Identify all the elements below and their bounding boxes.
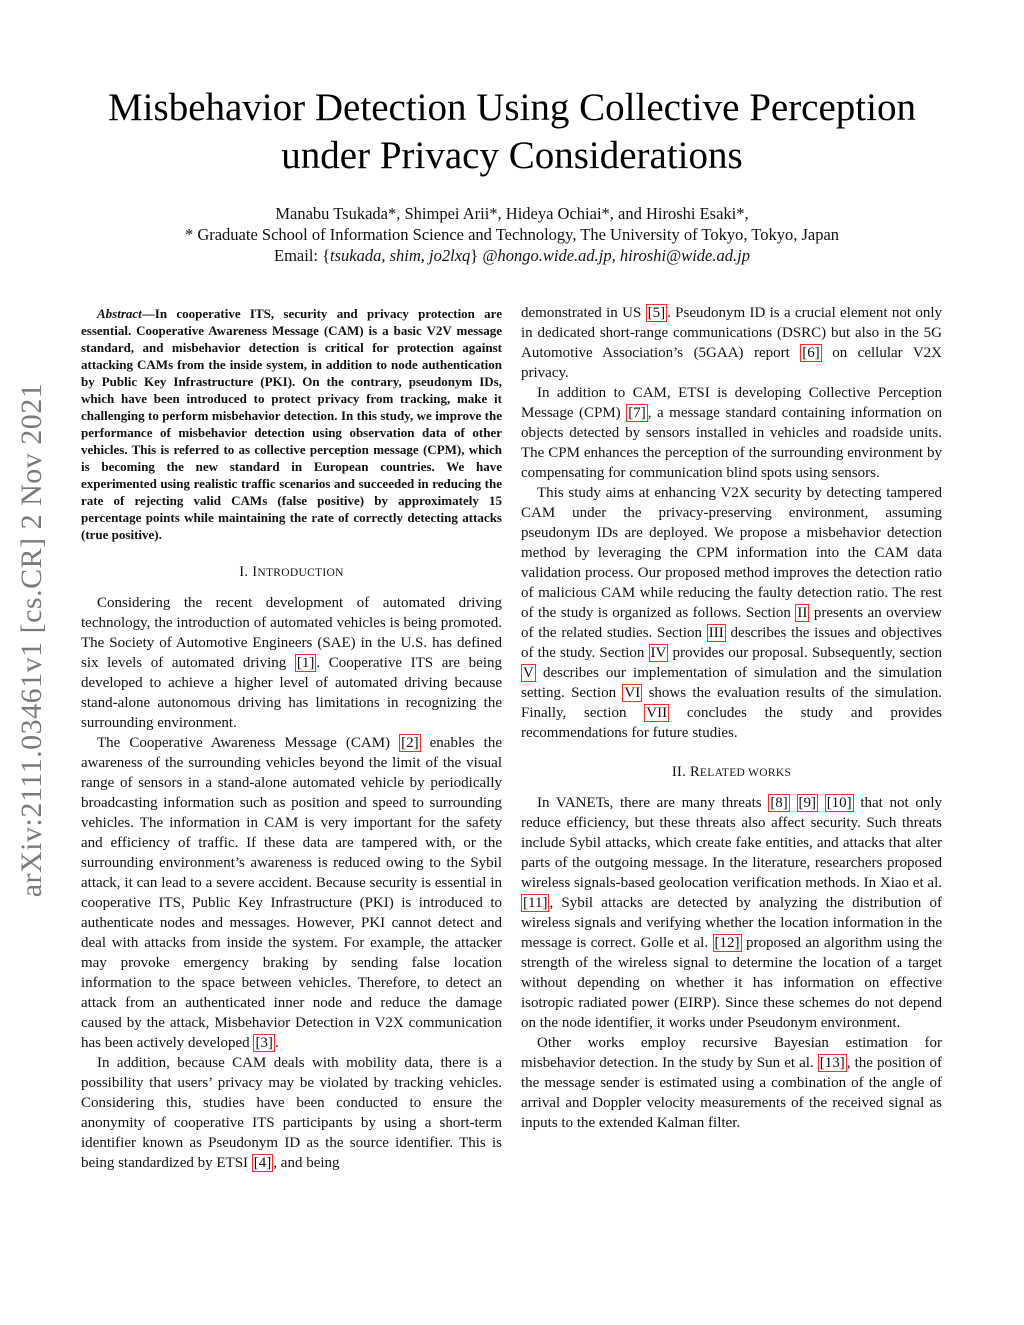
author-block xyxy=(80,203,944,266)
body-paragraph: demonstrated in US [5] . Pseudonym ID is a crucial element not only in dedicated short-range communications (DSRC) but also in the 5G Automotive Association’s (5GAA) report [6] on cellular V2X privacy. xyxy=(521,305,943,381)
citation-link[interactable]: [9] xyxy=(798,795,816,811)
section-heading-introduction: I. INTRODUCTION xyxy=(239,564,344,580)
citation-link[interactable]: [10] xyxy=(826,795,852,811)
abstract-text: —In cooperative ITS, security and privacy protection are essential. Cooperative Awareness Message (CAM) is a basic V2V message standard, and misbehavior detection is critical for protection against attacking CAMs from the inside system, in addition to node authentication by Public Key Infrastructure (PKI). On the contrary, pseudonym IDs, which have been introduced to protect privacy from tracking, make it challenging to perform misbehavior detection. In this study, we improve the performance of misbehavior detection using observation data of other vehicles. This is referred to as collective perception message (CPM), which is becoming the new standard in European countries. We have experimented using realistic traffic scenarios and succeeded in reducing the rate of rejecting valid CAMs (false positive) by approximately 15 percentage points while maintaining the rate of correctly detecting attacks (true positive). xyxy=(81,306,502,542)
section-link[interactable]: IV xyxy=(650,645,667,661)
intro-paragraph: The Cooperative Awareness Message (CAM) [2] enables the awareness of the surrounding vehicles beyond the limit of the visual range of sensors in a stand-alone automated vehicle by periodically broadcasting information such as position and speed to surrounding vehicles. The information in CAM is very important for the safety and efficiency of traffic. If these data are tampered with, or the surrounding environment’s awareness is reduced owing to the Sybil attack, it can lead to a severe accident. Because security is essential in cooperative ITS, Public Key Infrastructure (PKI) is introduced to authenticate nodes and messages. However, PKI cannot detect and deal with attacks from inside the system. For example, the attacker may provoke emergency braking by sending false location information to the space between vehicles. Therefore, to detect an attack from an authenticated inner node and reduce the damage caused by the attack, Misbehavior Detection in V2X communication has been actively developed [3] . xyxy=(81,735,502,1051)
arxiv-identifier: arXiv:2111.03461v1 [cs.CR] 2 Nov 2021 xyxy=(15,382,48,898)
arxiv-sidebar xyxy=(2,348,62,932)
section-heading-related-works: II. RELATED WORKS xyxy=(671,764,792,780)
body-paragraph: In addition to CAM, ETSI is developing Collective Perception Message (CPM) [7] , a message standard containing information on objects detected by sensors installed in vehicles and roadside units. The CPM enhances the perception of the surrounding environment by compensating for communication blind spots using sensors. xyxy=(521,385,942,481)
paper-title xyxy=(80,84,944,180)
body-paragraph: This study aims at enhancing V2X security by detecting tampered CAM under the privacy-preserving environment, assuming pseudonym IDs are deployed. We propose a misbehavior detection method by leveraging the CPM information into the CAM data validation process. Our proposed method improves the detection ratio of malicious CAM while reducing the faulty detection ratio. The rest of the study is organized as follows. Section II presents an overview of the related studies. Section III describes the issues and objectives of the study. Section IV provides our proposal. Subsequently, section V describes our implementation of simulation and the simulation setting. Section VI shows the evaluation results of the simulation. Finally, section VII concludes the study and provides recommendations for future studies. xyxy=(521,485,943,741)
intro-paragraph: Considering the recent development of automated driving technology, the introduction of automated vehicles is being promoted. The Society of Automotive Engineers (SAE) in the U.S. has defined six levels of automated driving [1] . Cooperative ITS are being developed to achieve a higher level of automated driving because stand-alone autonomous driving has limitations in recognizing the surrounding environment. xyxy=(81,595,502,731)
citation-link[interactable]: [3] xyxy=(255,1035,273,1051)
section-link[interactable]: VI xyxy=(624,685,641,701)
title-line-2: under Privacy Considerations xyxy=(281,134,743,177)
right-column xyxy=(521,303,942,1133)
citation-link[interactable]: [4] xyxy=(253,1155,272,1171)
citation-link[interactable]: [1] xyxy=(296,655,315,671)
citation-link[interactable]: [8] xyxy=(770,795,788,811)
left-column xyxy=(81,305,502,1173)
citation-link[interactable]: [7] xyxy=(628,405,646,421)
abstract-label: Abstract xyxy=(97,306,142,321)
citation-link[interactable]: [12] xyxy=(714,935,740,951)
abstract xyxy=(81,305,502,543)
section-link[interactable]: V xyxy=(523,665,534,681)
body-paragraph: In VANETs, there are many threats [8] [9] [10] that not only reduce efficiency, but these threats also affect security. Such threats include Sybil attacks, which create fake entities, and attacks that alter parts of the outgoing message. In the literature, researchers proposed wireless signals-based geolocation verification methods. In Xiao et al. [11] , Sybil attacks are detected by analyzing the distribution of wireless signals and verifying whether the location information in the message is correct. Golle et al. [12] proposed an algorithm using the strength of the wireless signal to determine the location of a target without depending on whether it has information on effective isotropic radiated power (EIRP). Since these schemes do not depend on the node identifier, it works under Pseudonym environment. xyxy=(521,795,943,1031)
section-link[interactable]: III xyxy=(708,625,724,641)
section-link[interactable]: II xyxy=(797,605,808,621)
author-names: Manabu Tsukada*, Shimpei Arii*, Hideya Ochiai*, and Hiroshi Esaki*, xyxy=(275,204,749,223)
citation-link[interactable]: [5] xyxy=(647,305,666,321)
intro-paragraph: In addition, because CAM deals with mobility data, there is a possibility that users’ privacy may be violated by tracking vehicles. Considering this, studies have been conducted to ensure the anonymity of cooperative ITS participants by using a short-term identifier known as Pseudonym ID as the source identifier. This is being standardized by ETSI [4] , and being xyxy=(81,1055,502,1171)
author-affiliation: * Graduate School of Information Science and Technology, The University of Tokyo, Tokyo, Japan xyxy=(184,225,840,244)
citation-link[interactable]: [2] xyxy=(401,735,419,751)
citation-link[interactable]: [6] xyxy=(802,345,820,361)
section-link[interactable]: VII xyxy=(646,705,668,721)
title-line-1: Misbehavior Detection Using Collective Perception xyxy=(108,86,916,129)
citation-link[interactable]: [13] xyxy=(819,1055,845,1071)
body-paragraph: Other works employ recursive Bayesian estimation for misbehavior detection. In the study by Sun et al. [13] , the position of the message sender is estimated using a combination of the angle of arrival and Doppler velocity measurements of the received signal as inputs to the extended Kalman filter. xyxy=(521,1035,942,1131)
citation-link[interactable]: [11] xyxy=(523,895,548,911)
author-email: Email: {tsukada, shim, jo2lxq} @hongo.wide.ad.jp, hiroshi@wide.ad.jp xyxy=(274,246,750,265)
